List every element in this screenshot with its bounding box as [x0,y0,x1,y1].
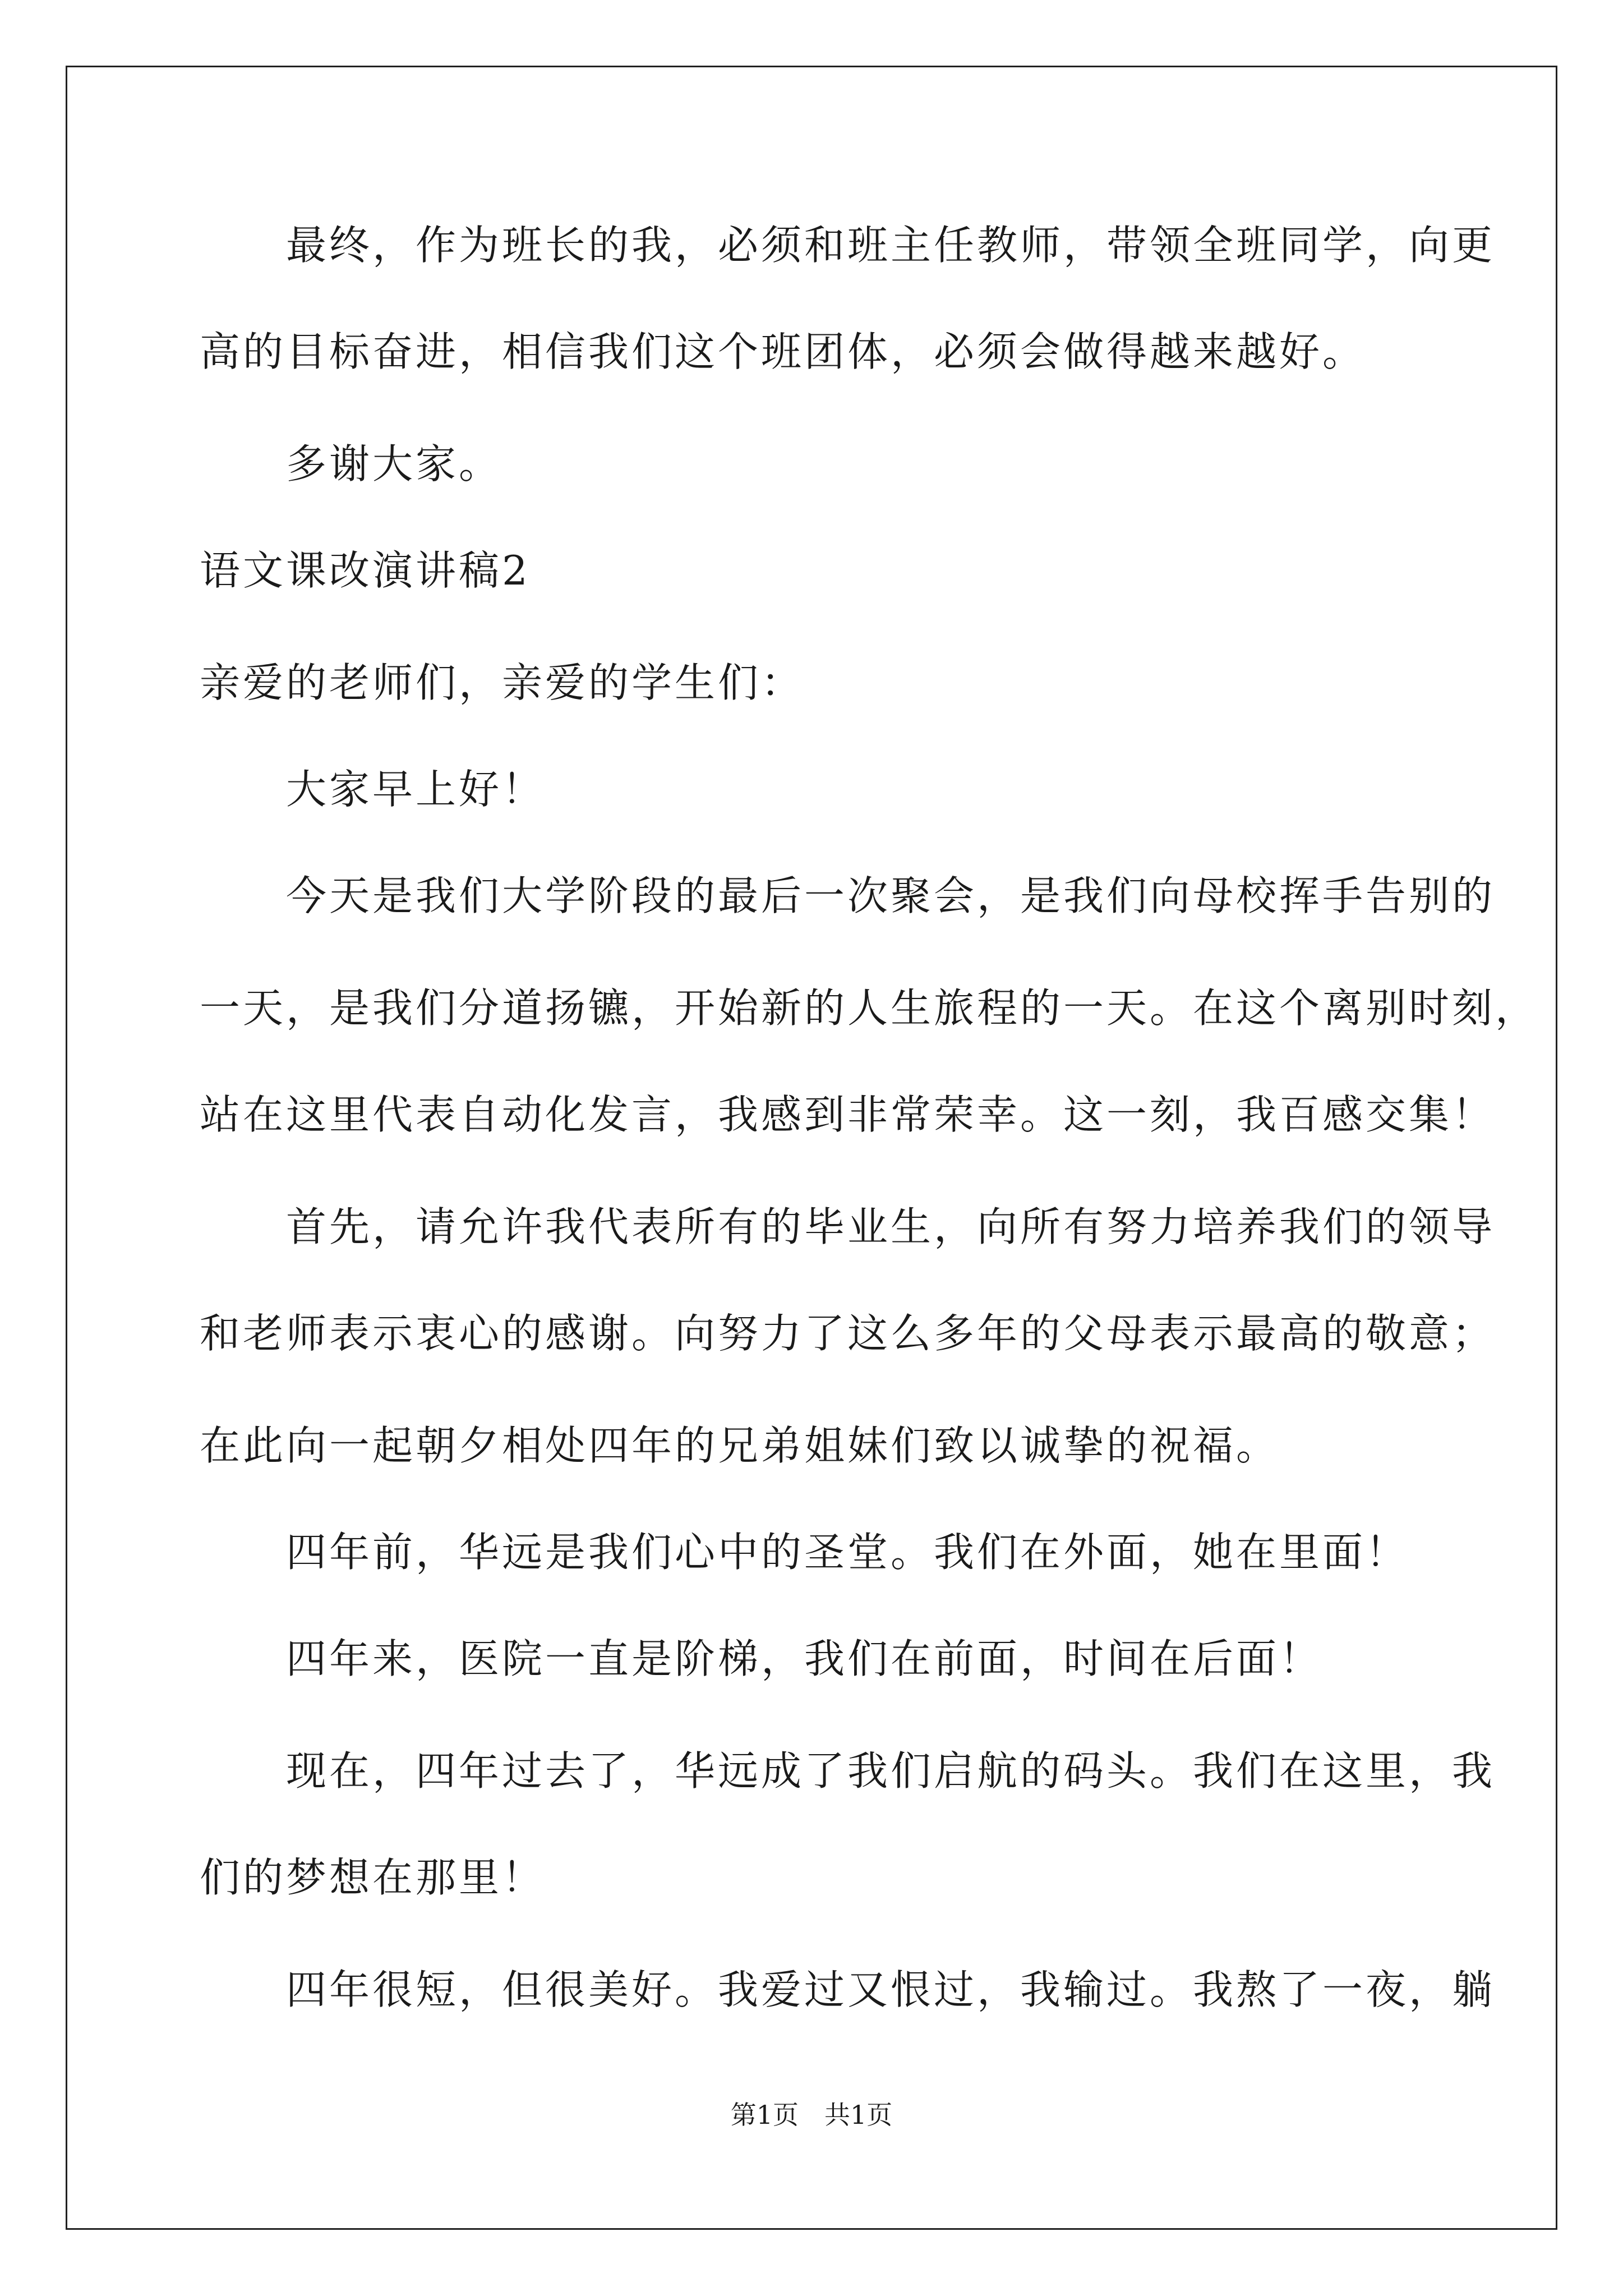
text-line: 们的梦想在那里！ [200,1854,546,1901]
section-heading: 语文课改演讲稿2 [200,547,531,594]
text-line: 高的目标奋进，相信我们这个班团体，必须会做得越来越好。 [200,328,1366,375]
text-line: 今天是我们大学阶段的最后一次聚会，是我们向母校挥手告别的 [200,872,1496,919]
text-line: 四年来，医院一直是阶梯，我们在前面，时间在后面！ [200,1635,1323,1682]
text-line: 最终，作为班长的我，必须和班主任教师，带领全班同学，向更 [200,222,1496,269]
salutation: 亲爱的老师们，亲爱的学生们： [200,659,805,706]
text-line: 多谢大家。 [200,440,502,487]
text-line: 站在这里代表自动化发言，我感到非常荣幸。这一刻，我百感交集！ [200,1091,1496,1138]
text-line: 首先，请允许我代表所有的毕业生，向所有努力培养我们的领导 [200,1203,1496,1250]
text-line: 四年前，华远是我们心中的圣堂。我们在外面，她在里面！ [200,1529,1409,1576]
text-line: 四年很短，但很美好。我爱过又恨过，我输过。我熬了一夜，躺 [200,1966,1496,2013]
text-line: 在此向一起朝夕相处四年的兄弟姐妹们致以诚挚的祝福。 [200,1422,1280,1469]
text-line: 一天，是我们分道扬镳，开始新的人生旅程的一天。在这个离别时刻， [200,984,1539,1032]
text-line: 现在，四年过去了，华远成了我们启航的码头。我们在这里，我 [200,1747,1496,1795]
page-border [66,66,1557,2230]
page-number-footer: 第1页 共1页 [730,2100,893,2130]
text-line: 大家早上好！ [200,766,546,813]
text-line: 和老师表示衷心的感谢。向努力了这么多年的父母表示最高的敬意； [200,1310,1496,1357]
